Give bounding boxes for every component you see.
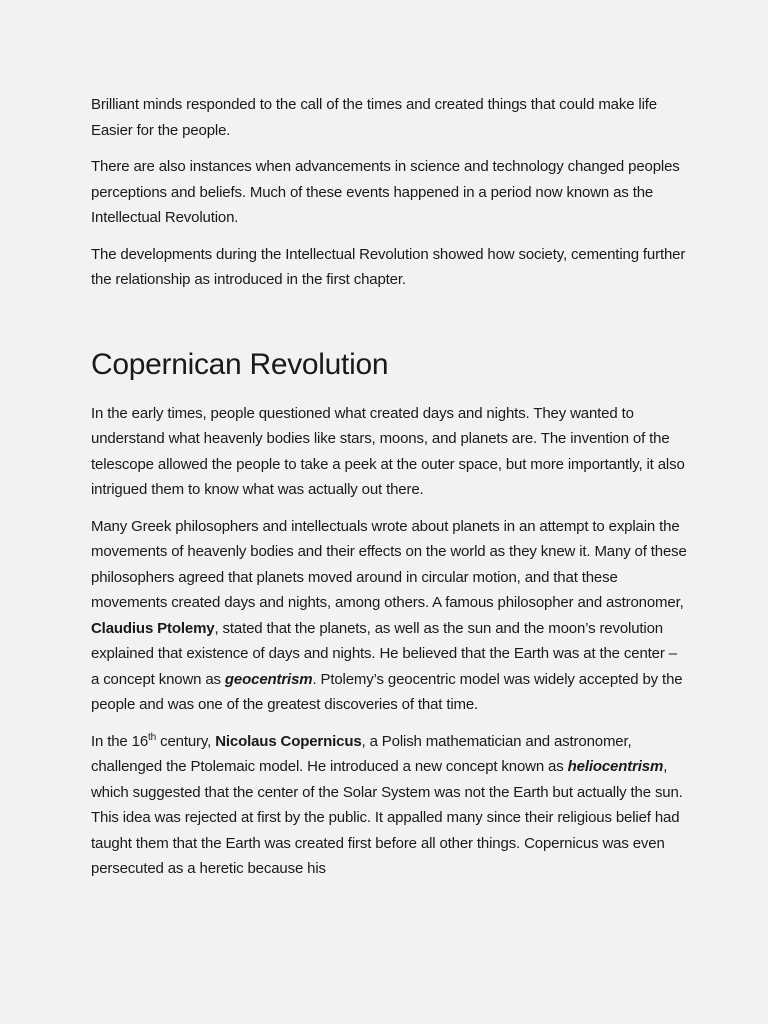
text-run: , which suggested that the center of the Solar System was not the Earth but actually the sun. This idea was rejected at first by the public. It appalled many since their religious belief had taught them that the Earth was created first before all other things. Copernicus was even persecuted as a heretic because his — [91, 758, 683, 877]
text-run: . Ptolemy’s geocentric model was widely accepted by the people and was one of the greatest discoveries of that time. — [91, 670, 683, 713]
section-heading: Copernican Revolution — [91, 347, 389, 381]
intro-paragraph-3: The developments during the Intellectual Revolution showed how society, cementing further the relationship as introduced in the first chapter. — [91, 245, 686, 288]
text-run: century, — [156, 732, 216, 750]
text-run: Many Greek philosophers and intellectuals wrote about planets in an attempt to explain the movements of heavenly bodies and their effects on the world as they knew it. Many of these philosophers agreed that planets moved around in circular motion, and that these movements created days and nights, among others. A famous philosopher and astronomer, — [91, 517, 687, 611]
superscript-ordinal: th — [148, 731, 157, 743]
bold-term-copernicus: Nicolaus Copernicus — [215, 732, 362, 750]
bold-term-ptolemy: Claudius Ptolemy — [91, 619, 215, 637]
text-run: , a Polish mathematician and astronomer, challenged the Ptolemaic model. He introduced a new concept known as — [91, 732, 632, 775]
intro-paragraph-2: There are also instances when advancements in science and technology changed peoples perceptions and beliefs. Much of these events happened in a period now known as the Intellectual Revolution. — [91, 158, 680, 226]
text-run: , stated that the planets, as well as the sun and the moon’s revolution explained that existence of days and nights. He believed that the Earth was at the center – a concept known as — [91, 619, 677, 688]
body-paragraph-2 — [91, 514, 688, 718]
bold-italic-term-geocentrism: geocentrism — [224, 670, 313, 688]
intro-paragraph-1: Brilliant minds responded to the call of the times and created things that could make life Easier for the people. — [91, 96, 657, 139]
body-paragraph-3 — [91, 729, 688, 882]
bold-italic-term-heliocentrism: heliocentrism — [567, 758, 664, 775]
body-paragraph-1: In the early times, people questioned what created days and nights. They wanted to understand what heavenly bodies like stars, moons, and planets are. The invention of the telescope allowed the people to take a peek at the outer space, but more importantly, it also intrigued them to know what was actually out there. — [91, 404, 685, 498]
text-run: In the 16 — [91, 732, 149, 750]
